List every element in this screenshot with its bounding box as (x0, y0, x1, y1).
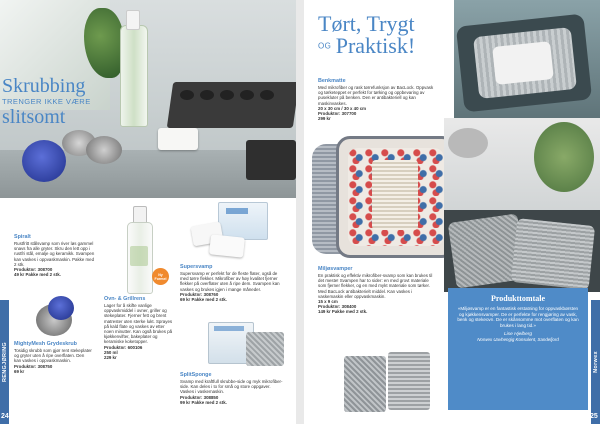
miljosvamper-product-photo (344, 352, 434, 416)
product-price: 99 kr Pakke med 2 stk. (180, 399, 227, 405)
side-tab-label: Norwex (592, 351, 599, 373)
product-size: 20 x 30 cm / 30 x 40 cm (318, 105, 367, 111)
infobox-role: Norwex Uavhengig Konsulent, Sandefjord (477, 337, 559, 343)
product-description: Tosidig skrubb som gjør rent stekeplater og gryter uten å ripe overflaten. Den kan vaskes i oppvaskmaskin. (14, 348, 92, 364)
left-page (0, 0, 296, 424)
left-page-number: 24 (1, 413, 9, 420)
mightymesh-photo (30, 296, 90, 340)
new-formula-badge (152, 268, 169, 285)
product-size: 15 x 9 cm (318, 299, 338, 305)
product-order-number: Produktnr: 308700 (14, 267, 53, 273)
heading-line-1: Skrubbing (2, 75, 86, 97)
infobox-quote: «Miljøsvamp er en fantastisk erstatning for oppvaskbørsten og kjøkkensvamper. De er perfekte for rengjøring av vask, benk og stekeovn. De er skånsomme mot overflaten og kan brukes i lang tid.» (457, 306, 579, 328)
supersvamp-photo (188, 202, 284, 262)
product-order-number: Produktnr: 308850 (180, 394, 219, 400)
product-price: 69 kr (14, 368, 25, 374)
product-order-number: Produktnr: 307700 (318, 111, 357, 117)
heading-line-2: Praktisk! (335, 33, 416, 58)
left-side-tab (0, 300, 9, 424)
oven-cleaner-bottle (124, 206, 154, 292)
right-heading (318, 12, 468, 58)
infobox-name: Lise Hjelberg (504, 332, 532, 338)
product-size: 250 ml (104, 349, 118, 355)
product-benkmatte (318, 78, 438, 121)
right-side-tab (591, 300, 600, 424)
benkmatte-lifestyle-photo (454, 0, 600, 118)
product-order-number: Produktnr: 308760 (180, 291, 219, 297)
product-splitsponge (180, 372, 284, 405)
left-heading (2, 76, 122, 128)
product-price: 149 kr Pakke med 2 stk. (318, 309, 368, 315)
product-price: 299 kr (318, 116, 331, 122)
side-tab-label: RENGJØRING (1, 342, 8, 382)
product-title: Spiralt (14, 234, 31, 240)
product-price: 229 kr (104, 355, 117, 361)
product-price: 49 kr Pakke med 2 stk. (14, 272, 61, 278)
product-supersvamp (180, 264, 280, 302)
product-description: Med mikrofiber og rask tørrefunksjon av BacLock. Oppvask og tørketeppet er perfekt for tørking og oppbevaring av pusekluter på benken. Den er antibakteriell og kan maskinvaskes. (318, 85, 434, 106)
product-title: MightyMesh Grydeskrub (14, 341, 77, 347)
product-order-number: Produktnr: 308750 (14, 363, 53, 369)
miljosvamp-lifestyle-photo (444, 118, 600, 218)
splitsponge-photo (208, 322, 290, 370)
review-infobox (448, 288, 588, 410)
product-order-number: Produktnr: 308400 (318, 304, 357, 310)
product-title: Miljøsvamper (318, 266, 353, 272)
infobox-title: Produkttomtale (490, 294, 546, 303)
right-page (304, 0, 600, 424)
product-description: Svamp med kraftfull skrubbe-side og myk mikrofiber-side. Kan deles i to for små og store oppgaver. Vaskes i vaskemaskin. (180, 379, 283, 395)
product-title: SplitSponge (180, 372, 212, 378)
product-mightymesh (14, 341, 92, 374)
product-miljosvamper (318, 266, 436, 315)
product-description: Rustfritt stålsvamp som river løs gammel snavs fra alle gryter. Skru den lett opp i rustfri stål, emalje og keramikk. Svampen kan vaskes i oppvaskmaskin. Pakke med 2 stk. (14, 241, 95, 267)
heading-og: OG (318, 41, 332, 51)
product-description: En praktisk og effektiv mikrofiber-svamp som kan brukes til det meste! Svampen har to sider: en med grovt materiale som fjerner flekker, og en med mykt materiale som tørker. Med BacLock antibakterielt middel. Kan vaskes i vaskemaskin eller oppvaskmaskin. (318, 273, 433, 299)
page-gutter (296, 0, 304, 424)
benkmatte-product-photo (310, 132, 456, 262)
product-title: Supersvamp (180, 264, 213, 270)
heading-line-1: Tørt, Trygt (318, 11, 415, 36)
product-oven-grill-cleaner (104, 296, 174, 360)
badge-label: Ny Formel (154, 272, 167, 281)
product-description: Supersvamp er perfekt for de fleste flater, også de med tørre flekker. Mikrofiber av høy kvalitet fjerner flekker på overflater uten å ripe dem. Svampen kan vaskes og brukes igjen i mange måneder. (180, 271, 280, 292)
heading-line-3: slitsomt (2, 106, 66, 128)
product-spiralt (14, 234, 96, 277)
product-order-number: Produktnr: 600106 (104, 344, 143, 350)
product-description: Lager for å skifte vanlige oppvaskmiddel i ovner, griller og stekeplater. Fjerner fett og brent matrester uten sterke lukt. Sprayes på kald flate og vaskes av etter noen minutter. Kan også brukes på kjøkkenvifter, bakeplater og keramiske koketopper. (104, 303, 173, 345)
grey-cloths-photo (444, 210, 600, 292)
product-price: 69 kr Pakke med 2 stk. (180, 297, 227, 303)
heading-line-2: TRENGER IKKE VÆRE (2, 97, 91, 106)
product-title: Ovn- & Grillrens (104, 296, 146, 302)
product-title: Benkmatte (318, 78, 346, 84)
right-page-number: 25 (590, 413, 598, 420)
